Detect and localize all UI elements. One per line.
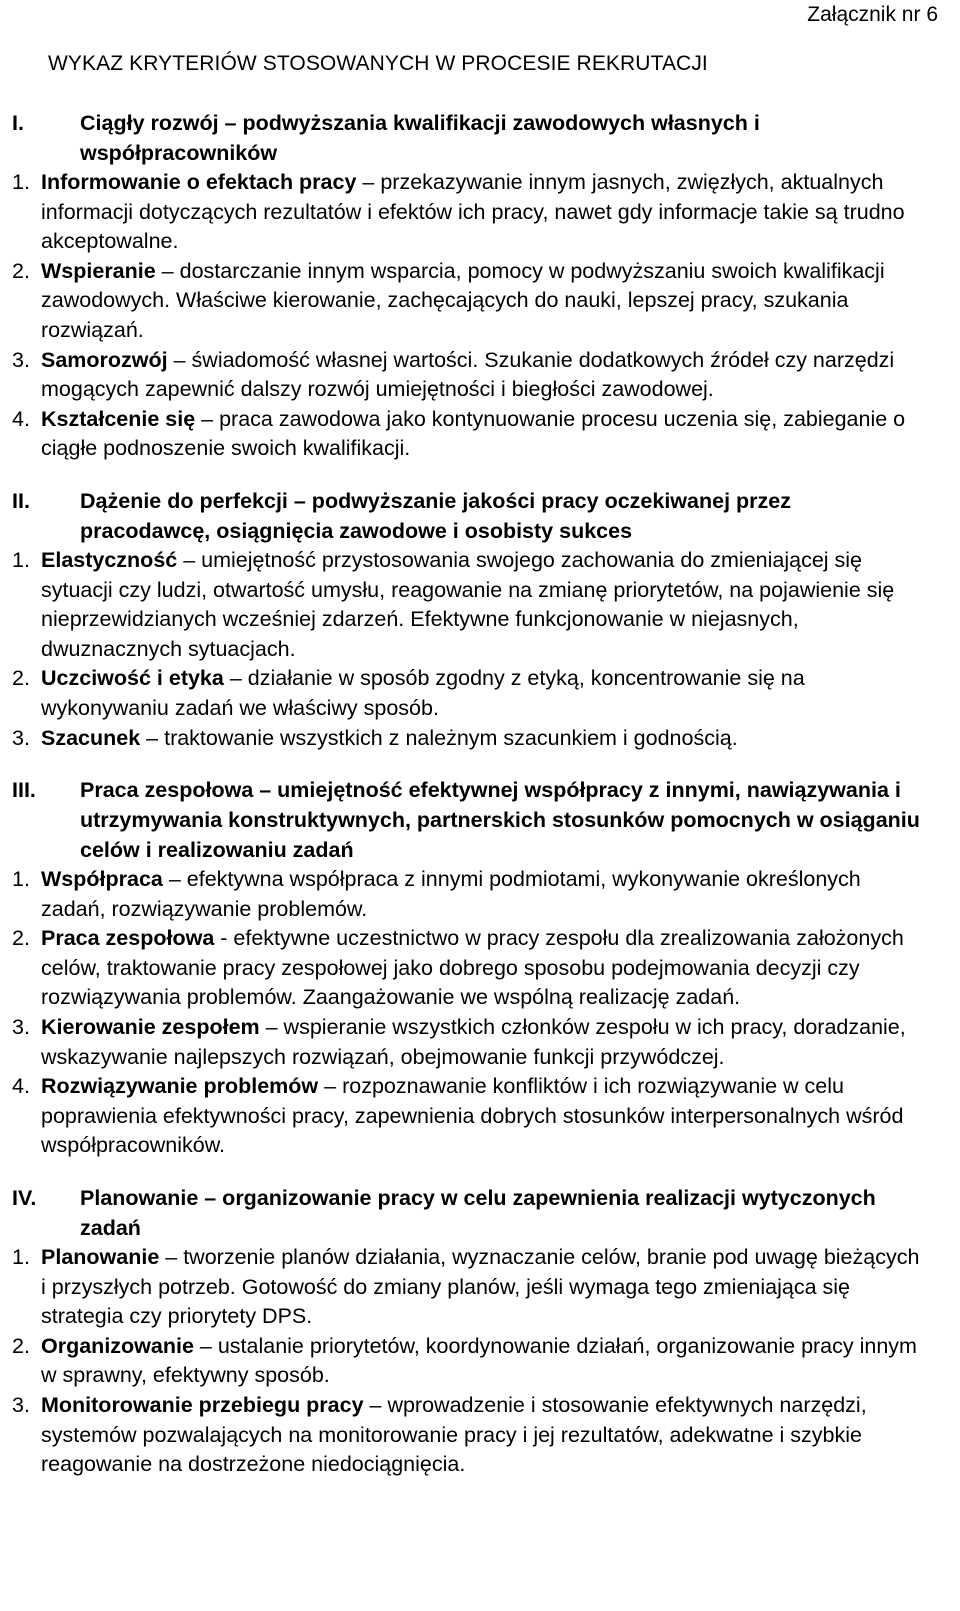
item-title: Elastyczność <box>41 547 178 572</box>
document-title: WYKAZ KRYTERIÓW STOSOWANYCH W PROCESIE REKRUTACJI <box>48 52 708 75</box>
criterion-item <box>0 1391 960 1480</box>
item-description: – praca zawodowa jako kontynuowanie procesu uczenia się, zabieganie o ciągłe podnoszenie swoich kwalifikacji. <box>41 406 906 461</box>
section-heading-text: Praca zespołowa – umiejętność efektywnej współpracy z innymi, nawiązywania i utrzymywania konstruktywnych, partnerskich stosunków pomocnych w osiąganiu celów i realizowaniu zadań <box>80 778 920 863</box>
item-number: 1. <box>12 867 30 892</box>
item-description: – dostarczanie innym wsparcia, pomocy w podwyższaniu swoich kwalifikacji zawodowych. Właściwe kierowanie, zachęcających do nauki, lepszej pracy, szukania rozwiązań. <box>41 258 885 342</box>
section-heading <box>0 108 960 168</box>
item-title: Informowanie o efektach pracy <box>41 170 357 194</box>
criterion-item <box>0 1332 960 1391</box>
section-number: III. <box>12 778 36 803</box>
item-number: 4. <box>12 406 30 431</box>
item-title: Szacunek <box>41 725 141 750</box>
section-1 <box>0 108 960 464</box>
criterion-item <box>0 1072 960 1161</box>
item-description: – efektywna współpraca z innymi podmiotami, wykonywanie określonych zadań, rozwiązywanie problemów. <box>41 867 861 921</box>
criterion-item <box>0 664 960 723</box>
item-description: – wspieranie wszystkich członków zespołu w ich pracy, doradzanie, wskazywanie najlepszych rozwiązań, obejmowanie funkcji przywódczej. <box>41 1015 906 1069</box>
item-description: – rozpoznawanie konfliktów i ich rozwiązywanie w celu poprawienia efektywności pracy, zapewnienia dobrych stosunków interpersonalnych wśród współpracowników. <box>41 1074 904 1158</box>
attachment-label: Załącznik nr 6 <box>807 3 938 26</box>
item-title: Samorozwój <box>41 347 168 372</box>
section-number: I. <box>12 111 24 135</box>
section-2 <box>0 486 960 753</box>
criterion-item <box>0 724 960 754</box>
item-title: Wspieranie <box>41 258 156 283</box>
section-4 <box>0 1183 960 1480</box>
item-number: 1. <box>12 1245 30 1270</box>
item-number: 3. <box>12 347 30 372</box>
criterion-item <box>0 1243 960 1332</box>
item-number: 2. <box>12 1333 30 1358</box>
section-number: IV. <box>12 1186 37 1211</box>
item-number: 2. <box>12 666 30 691</box>
criterion-item <box>0 346 960 405</box>
item-description: – traktowanie wszystkich z należnym szacunkiem i godnością. <box>140 725 738 750</box>
item-title: Kierowanie zespołem <box>41 1015 260 1040</box>
criterion-item <box>0 257 960 346</box>
item-title: Uczciwość i etyka <box>41 666 224 691</box>
criterion-item <box>0 924 960 1013</box>
criteria-list <box>0 108 960 1502</box>
criterion-item <box>0 1013 960 1072</box>
section-heading <box>0 1183 960 1243</box>
item-description: – umiejętność przystosowania swojego zachowania do zmieniającej się sytuacji czy ludzi, otwartość umysłu, reagowanie na zmianę priorytetów, na pojawienie się nieprzewidzianych wcześniej zdarzeń. Efektywne funkcjonowanie w niejasnych, dwuznacznych sytuacjach. <box>41 547 895 661</box>
section-heading <box>0 486 960 546</box>
criterion-item <box>0 546 960 664</box>
item-description: – działanie w sposób zgodny z etyką, koncentrowanie się na wykonywaniu zadań we właściwy sposób. <box>41 666 805 720</box>
section-heading <box>0 775 960 865</box>
item-title: Rozwiązywanie problemów <box>41 1074 319 1099</box>
item-number: 3. <box>12 1015 30 1040</box>
item-description: – ustalanie priorytetów, koordynowanie działań, organizowanie pracy innym w sprawny, efektywny sposób. <box>41 1333 917 1388</box>
item-title: Monitorowanie przebiegu pracy <box>41 1393 364 1417</box>
item-title: Organizowanie <box>41 1333 194 1358</box>
item-title: Planowanie <box>41 1245 160 1270</box>
section-3 <box>0 775 960 1161</box>
item-title: Praca zespołowa <box>41 926 215 951</box>
item-title: Współpraca <box>41 867 163 892</box>
criterion-item <box>0 865 960 924</box>
item-description: – świadomość własnej wartości. Szukanie dodatkowych źródeł czy narzędzi mogących zapewnić dalszy rozwój umiejętności i biegłości zawodowej. <box>41 347 895 402</box>
item-number: 1. <box>12 170 30 194</box>
section-heading-text: Planowanie – organizowanie pracy w celu zapewnienia realizacji wytyczonych zadań <box>80 1186 876 1241</box>
item-number: 1. <box>12 547 30 572</box>
item-number: 2. <box>12 258 30 283</box>
item-description: – wprowadzenie i stosowanie efektywnych narzędzi, systemów pozwalających na monitorowanie pracy i jej rezultatów, adekwatne i szybkie reagowanie na dostrzeżone niedociągnięcia. <box>41 1393 867 1477</box>
section-heading-text: Dążenie do perfekcji – podwyższanie jakości pracy oczekiwanej przez pracodawcę, osiągnięcia zawodowe i osobisty sukces <box>80 488 791 543</box>
item-number: 2. <box>12 926 30 951</box>
item-number: 3. <box>12 1393 30 1417</box>
item-title: Kształcenie się <box>41 406 196 431</box>
item-number: 3. <box>12 725 30 750</box>
item-number: 4. <box>12 1074 30 1099</box>
item-description: – przekazywanie innym jasnych, zwięzłych, aktualnych informacji dotyczących rezultatów i efektów ich pracy, nawet gdy informacje takie są trudno akceptowalne. <box>41 170 905 254</box>
item-description: - efektywne uczestnictwo w pracy zespołu dla zrealizowania założonych celów, traktowanie pracy zespołowej jako dobrego sposobu podejmowania decyzji czy rozwiązywania problemów. Zaangażowanie we wspólną realizację zadań. <box>41 926 904 1010</box>
section-heading-text: Ciągły rozwój – podwyższania kwalifikacji zawodowych własnych i współpracowników <box>80 111 760 165</box>
section-number: II. <box>12 488 30 513</box>
item-description: – tworzenie planów działania, wyznaczanie celów, branie pod uwagę bieżących i przyszłych potrzeb. Gotowość do zmiany planów, jeśli wymaga tego zmieniająca się strategia czy priorytety DPS. <box>41 1245 920 1329</box>
criterion-item <box>0 405 960 464</box>
criterion-item <box>0 168 960 257</box>
